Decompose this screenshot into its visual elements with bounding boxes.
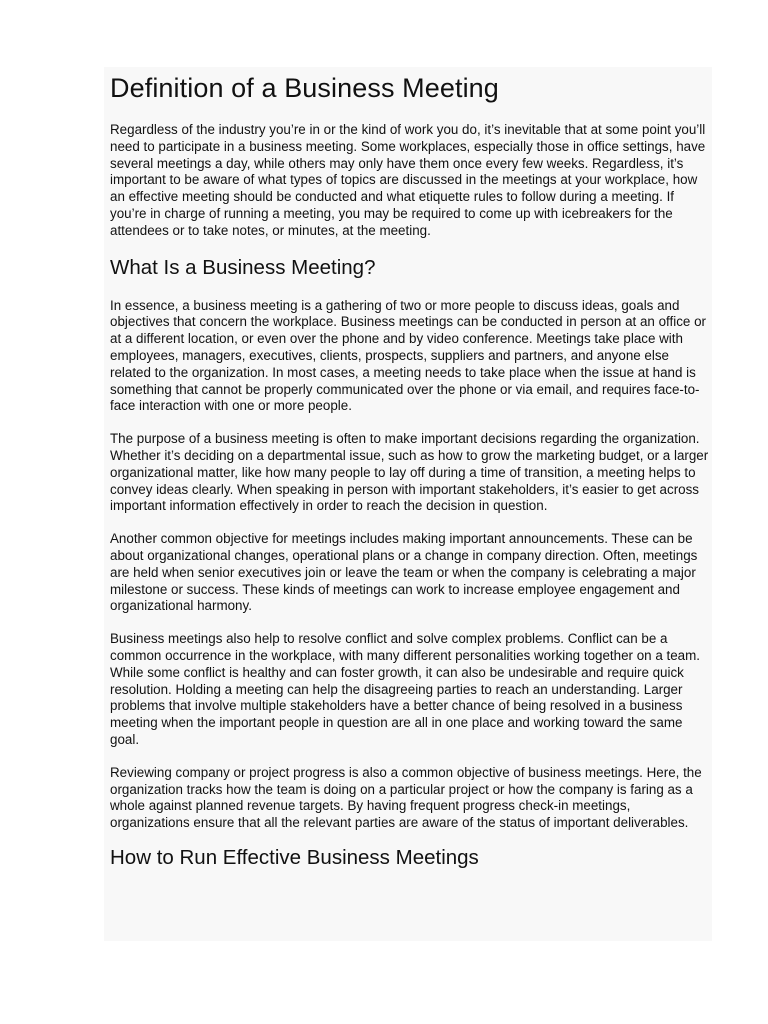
body-paragraph: Another common objective for meetings includes making important announcements. These can be about organizational changes, operational plans or a change in company direction. Often, meetings are held when senior executives join or leave the team or when the company is celebrating a major milestone or success. These kinds of meetings can work to increase employee engagement and organizational harmony. xyxy=(110,531,698,614)
section-heading-what-is: What Is a Business Meeting? xyxy=(110,255,376,279)
document-content xyxy=(110,70,710,872)
intro-paragraph: Regardless of the industry you’re in or the kind of work you do, it’s inevitable that at some point you’ll need to participate in a business meeting. Some workplaces, especially those in office settings, have several meetings a day, while others may only have them once every few weeks. Regardless, it’s important to be aware of what types of topics are discussed in the meetings at your workplace, how an effective meeting should be conducted and what etiquette rules to follow during a meeting. If you’re in charge of running a meeting, you may be required to come up with icebreakers for the attendees or to take notes, or minutes, at the meeting. xyxy=(110,122,706,238)
body-paragraph: Business meetings also help to resolve conflict and solve complex problems. Conflict can be a common occurrence in the workplace, with many different personalities working together on a team. While some conflict is healthy and can foster growth, it can also be undesirable and require quick resolution. Holding a meeting can help the disagreeing parties to reach an understanding. Larger problems that involve multiple stakeholders have a better chance of being resolved in a business meeting when the important people in question are all in one place and working toward the same goal. xyxy=(110,631,700,747)
document-title: Definition of a Business Meeting xyxy=(110,73,499,103)
body-paragraph: Reviewing company or project progress is also a common objective of business meetings. Here, the organization tracks how the team is doing on a particular project or how the company is faring as a whole against planned revenue targets. By having frequent progress check-in meetings, organizations ensure that all the relevant parties are aware of the status of important deliverables. xyxy=(110,764,702,831)
section-heading-how-to-run: How to Run Effective Business Meetings xyxy=(110,845,479,869)
body-paragraph: The purpose of a business meeting is often to make important decisions regarding the organization. Whether it’s deciding on a departmental issue, such as how to grow the marketing budget, or a larger organizational matter, like how many people to lay off during a time of transition, a meeting helps to convey ideas clearly. When speaking in person with important stakeholders, it’s easier to get across important information effectively in order to reach the decision in question. xyxy=(110,431,709,514)
body-paragraph: In essence, a business meeting is a gathering of two or more people to discuss ideas, goals and objectives that concern the workplace. Business meetings can be conducted in person at an office or at a different location, or even over the phone and by video conference. Meetings take place with employees, managers, executives, clients, prospects, suppliers and partners, and anyone else related to the organization. In most cases, a meeting needs to take place when the issue at hand is something that cannot be properly communicated over the phone or via email, and requires face-to-face interaction with one or more people. xyxy=(110,297,706,414)
